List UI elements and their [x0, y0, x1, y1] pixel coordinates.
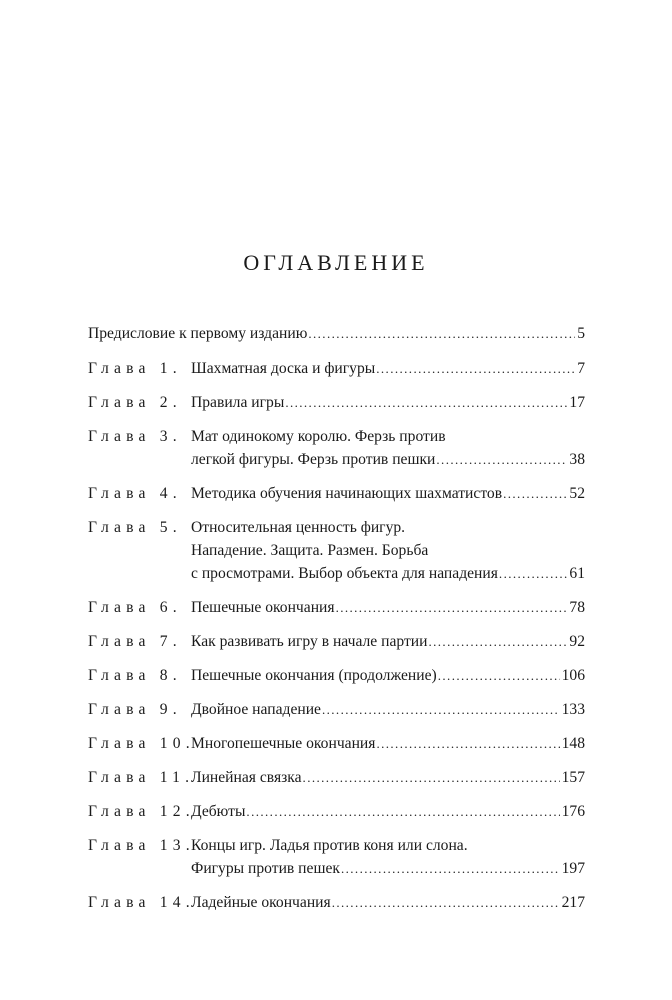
dot-leader — [246, 800, 559, 823]
toc-entry-chapter-8[interactable] — [88, 664, 585, 687]
toc-entry-last-line — [191, 857, 585, 880]
toc-entry-body — [191, 664, 585, 687]
toc-entry-chapter-11[interactable] — [88, 766, 585, 789]
toc-list — [88, 322, 585, 925]
dot-leader — [438, 664, 560, 687]
dot-leader — [336, 596, 568, 619]
chapter-label: Глава 13. — [88, 837, 195, 854]
chapter-label: Глава 5. — [88, 519, 182, 536]
dot-leader — [436, 448, 567, 471]
toc-entry-title-line: Как развивать игру в начале партии — [191, 633, 428, 650]
toc-entry-body — [191, 732, 585, 755]
toc-entry-title-line: Нападение. Защита. Размен. Борьба — [191, 542, 429, 559]
toc-entry-body — [191, 425, 585, 471]
chapter-label: Глава 12. — [88, 803, 195, 820]
toc-entry-body — [191, 516, 585, 585]
dot-leader — [285, 391, 567, 414]
toc-page-number: 61 — [569, 565, 585, 582]
dot-leader — [308, 322, 575, 345]
toc-entry-last-line — [191, 732, 585, 755]
chapter-label: Глава 2. — [88, 394, 182, 411]
toc-entry-title-line: Правила игры — [191, 394, 285, 411]
toc-entry-chapter-10[interactable] — [88, 732, 585, 755]
toc-entry-last-line — [191, 596, 585, 619]
chapter-label: Глава 10. — [88, 735, 195, 752]
toc-page-number: 7 — [577, 360, 585, 377]
toc-entry-body — [191, 766, 585, 789]
toc-page-number: 217 — [561, 894, 585, 911]
dot-leader — [503, 482, 567, 505]
toc-entry-title-line: Пешечные окончания (продолжение) — [191, 667, 437, 684]
toc-page-number: 133 — [561, 701, 585, 718]
toc-entry-title-line: Концы игр. Ладья против коня или слона. — [191, 837, 468, 854]
toc-entry-last-line — [191, 766, 585, 789]
toc-entry-title-line: Многопешечные окончания — [191, 735, 376, 752]
toc-entry-chapter-9[interactable] — [88, 698, 585, 721]
dot-leader — [303, 766, 560, 789]
chapter-label: Глава 4. — [88, 485, 182, 502]
toc-entry-chapter-13[interactable] — [88, 834, 585, 880]
toc-entry-chapter-2[interactable] — [88, 391, 585, 414]
dot-leader — [499, 562, 567, 585]
toc-entry-last-line — [191, 391, 585, 414]
toc-chapter-list — [88, 357, 585, 914]
chapter-label: Глава 8. — [88, 667, 182, 684]
toc-entry-last-line — [191, 664, 585, 687]
toc-page-number: 5 — [577, 325, 585, 342]
toc-entry-chapter-6[interactable] — [88, 596, 585, 619]
toc-entry-body — [191, 596, 585, 619]
dot-leader — [332, 891, 560, 914]
toc-entry-body — [191, 834, 585, 880]
toc-entry-chapter-1[interactable] — [88, 357, 585, 380]
dot-leader — [376, 357, 575, 380]
toc-entry-last-line — [191, 698, 585, 721]
toc-entry-body — [191, 891, 585, 914]
toc-page-number: 106 — [561, 667, 585, 684]
toc-page-number: 176 — [561, 803, 585, 820]
toc-entry-body — [191, 630, 585, 653]
toc-page-number: 157 — [561, 769, 585, 786]
toc-entry-body — [191, 357, 585, 380]
toc-title: ОГЛАВЛЕНИЕ — [243, 250, 429, 275]
toc-entry-last-line — [191, 357, 585, 380]
dot-leader — [341, 857, 560, 880]
chapter-label: Глава 14. — [88, 894, 195, 911]
toc-entry-title: Предисловие к первому изданию — [88, 325, 308, 342]
toc-entry-body — [191, 800, 585, 823]
toc-entry-chapter-4[interactable] — [88, 482, 585, 505]
toc-entry-title-line: Пешечные окончания — [191, 599, 335, 616]
dot-leader — [428, 630, 567, 653]
toc-entry-chapter-14[interactable] — [88, 891, 585, 914]
toc-page-number: 52 — [569, 485, 585, 502]
toc-entry-chapter-3[interactable] — [88, 425, 585, 471]
toc-entry-title-line: Методика обучения начинающих шахматистов — [191, 485, 503, 502]
toc-page-number: 78 — [569, 599, 585, 616]
dot-leader — [376, 732, 559, 755]
toc-entry-title-line: Относительная ценность фигур. — [191, 519, 406, 536]
chapter-label: Глава 7. — [88, 633, 182, 650]
chapter-label: Глава 9. — [88, 701, 182, 718]
toc-entry-body — [88, 322, 585, 345]
toc-entry-title-line: Дебюты — [191, 803, 246, 820]
toc-entry-last-line — [191, 630, 585, 653]
toc-page-number: 17 — [569, 394, 585, 411]
toc-page-number: 38 — [569, 451, 585, 468]
toc-entry-title-line: Линейная связка — [191, 769, 302, 786]
toc-entry-last-line — [88, 322, 585, 345]
toc-entry-title-line: Двойное нападение — [191, 701, 321, 718]
toc-entry-last-line — [191, 891, 585, 914]
toc-entry-body — [191, 698, 585, 721]
chapter-label: Глава 11. — [88, 769, 195, 786]
toc-entry-title-line: Шахматная доска и фигуры — [191, 360, 376, 377]
chapter-label: Глава 3. — [88, 428, 182, 445]
toc-entry-title-line: легкой фигуры. Ферзь против пешки — [191, 451, 436, 468]
toc-entry-last-line — [191, 562, 585, 585]
toc-entry-title-line: с просмотрами. Выбор объекта для нападения — [191, 565, 498, 582]
dot-leader — [322, 698, 560, 721]
toc-entry-title-line: Мат одинокому королю. Ферзь против — [191, 428, 446, 445]
toc-page-number: 148 — [561, 735, 585, 752]
chapter-label: Глава 6. — [88, 599, 182, 616]
toc-entry-last-line — [191, 448, 585, 471]
toc-entry-last-line — [191, 482, 585, 505]
toc-entry-chapter-12[interactable] — [88, 800, 585, 823]
toc-entry-preface[interactable] — [88, 322, 585, 345]
toc-entry-body — [191, 391, 585, 414]
toc-entry-chapter-5[interactable] — [88, 516, 585, 585]
toc-entry-title-line: Фигуры против пешек — [191, 860, 340, 877]
toc-page-number: 197 — [561, 860, 585, 877]
toc-entry-chapter-7[interactable] — [88, 630, 585, 653]
toc-page-number: 92 — [569, 633, 585, 650]
toc-entry-body — [191, 482, 585, 505]
toc-entry-last-line — [191, 800, 585, 823]
toc-entry-title-line: Ладейные окончания — [191, 894, 331, 911]
chapter-label: Глава 1. — [88, 360, 182, 377]
